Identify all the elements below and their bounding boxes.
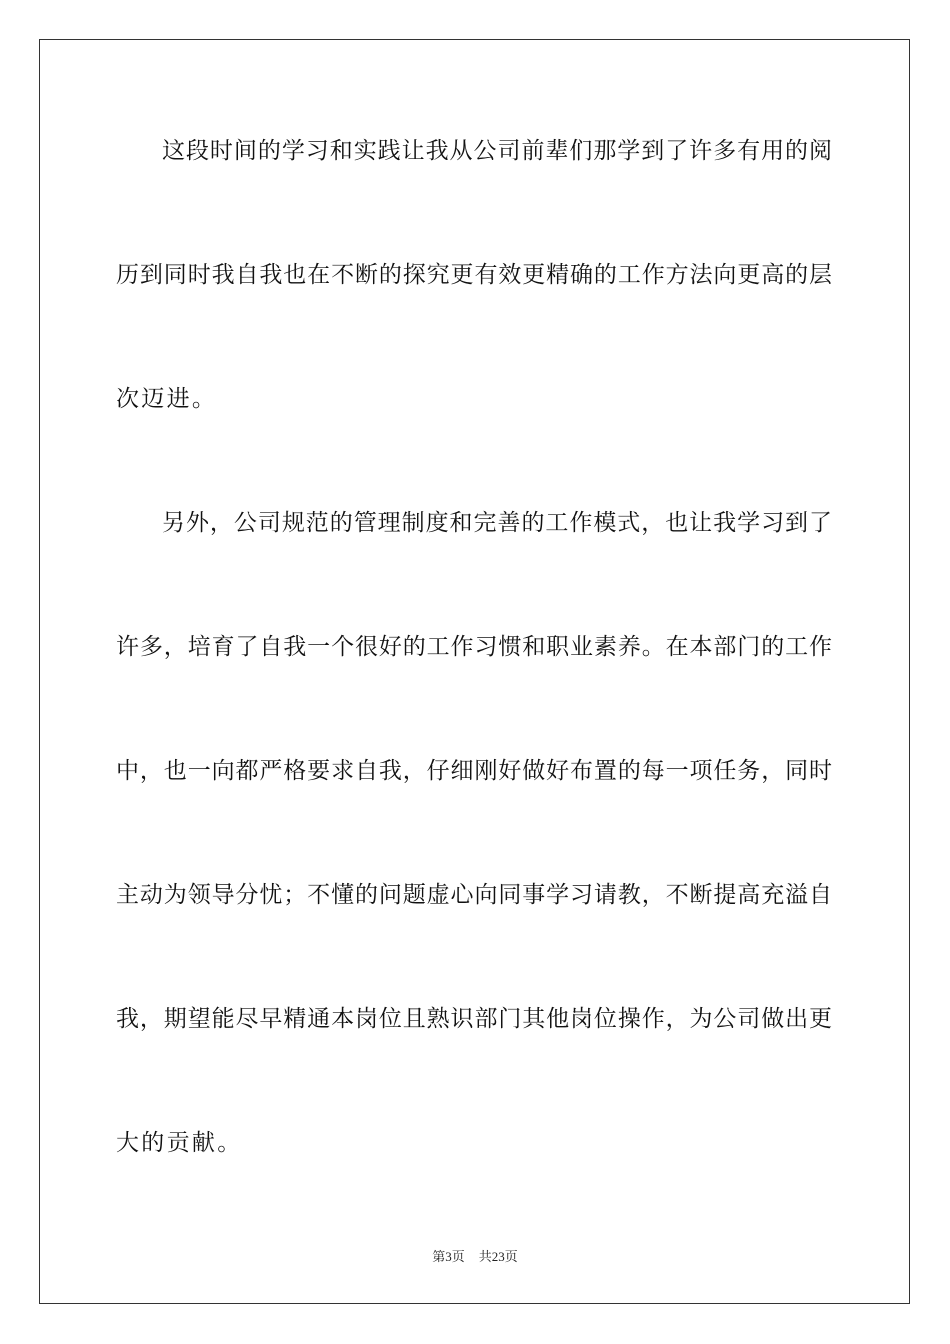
paragraph-1-line-2: 历到同时我自我也在不断的探究更有效更精确的工作方法向更高的层 bbox=[116, 262, 832, 288]
paragraph-1-line-3: 次迈进。 bbox=[116, 386, 218, 412]
paragraph-2-line-4: 主动为领导分忧；不懂的问题虚心向同事学习请教，不断提高充溢自 bbox=[116, 882, 832, 908]
paragraph-2-line-3: 中，也一向都严格要求自我，仔细刚好做好布置的每一项任务，同时 bbox=[116, 758, 832, 784]
page-footer bbox=[0, 1248, 950, 1266]
page-border bbox=[39, 39, 910, 1304]
paragraph-2-line-2: 许多，培育了自我一个很好的工作习惯和职业素养。在本部门的工作 bbox=[116, 634, 832, 660]
page-total: 共23页 bbox=[478, 1249, 518, 1264]
paragraph-2-line-1: 另外，公司规范的管理制度和完善的工作模式，也让我学习到了 bbox=[162, 510, 832, 536]
paragraph-2-line-5: 我，期望能尽早精通本岗位且熟识部门其他岗位操作，为公司做出更 bbox=[116, 1006, 832, 1032]
paragraph-1-line-1: 这段时间的学习和实践让我从公司前辈们那学到了许多有用的阅 bbox=[162, 138, 832, 164]
paragraph-2-line-6: 大的贡献。 bbox=[116, 1130, 243, 1156]
page-number: 第3页 bbox=[432, 1249, 465, 1264]
